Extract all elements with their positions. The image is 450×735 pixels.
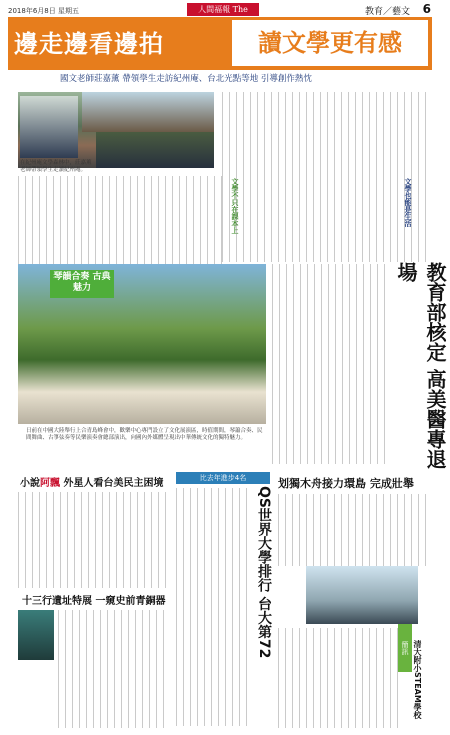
brief-headline: 清大附小STEAM學校 (413, 640, 422, 719)
page-number: 6 (422, 2, 431, 16)
novel-headline-prefix: 小說 (20, 478, 40, 489)
qs-article-body (176, 488, 252, 726)
novel-headline-rest: 外星人看台美民主困境 (63, 478, 164, 489)
headline-right-box (232, 20, 428, 66)
bottom-right-article (278, 628, 398, 728)
right-article-body (272, 264, 390, 464)
issue-date: 2018年6月8日 星期五 (8, 7, 79, 15)
music-photo-tag (50, 270, 114, 298)
article-body-2 (222, 92, 432, 262)
novel-headline (20, 474, 163, 489)
novel-headline-highlight: 阿飄 (40, 478, 60, 489)
bronze-article-body (58, 610, 168, 728)
qs-headline: QS世界大學排行 台大第72 (256, 486, 272, 659)
group-photo (96, 132, 214, 168)
canoe-headline: 划獨木舟接力環島 完成壯舉 (278, 477, 414, 490)
building-photo (82, 92, 214, 132)
brief-tag-text: 簡訊 (401, 641, 409, 655)
bronze-headline: 十三行遺址特展 一窺史前青銅器 (22, 596, 166, 607)
canoe-article-body (278, 494, 430, 566)
right-headline: 教育部核定 高美醫專退場 (394, 262, 447, 469)
teacher-portrait (20, 96, 78, 158)
music-photo-tag-text: 琴韻合奏 古典魅力 (53, 272, 111, 293)
music-photo-caption: 日前在中國大陸舉行上合青島峰會中，歡樂中心專門設立了文化展演區，時值期間，琴簫合奏、民間舞曲、古箏弦奏等民樂演奏會總部演出，向國內外媒體呈現出中華傳統文化的獨特魅力。 (26, 428, 263, 441)
section-name: 教育／藝文 (364, 7, 410, 17)
headline-right: 讀文學更有感 (258, 28, 402, 57)
qs-tag-text: 比去年進步4名 (199, 474, 247, 482)
side-head-literature: 文學不只在課本上 (231, 178, 239, 234)
subheadline: 國文老師莊嘉薰 帶領學生走訪紀州庵、台北光點等地 引導創作熱忱 (60, 74, 312, 84)
novel-article-body (18, 492, 168, 588)
article-body-1 (18, 176, 228, 264)
side-head-students: 文學也能是生活 (404, 178, 412, 227)
bronze-photo (18, 610, 54, 660)
canoe-photo (306, 566, 418, 624)
brief-tag (398, 624, 412, 672)
headline-left: 邊走邊看邊拍 (14, 29, 164, 58)
qs-tag (176, 472, 270, 484)
top-photo-caption: 在紀州庵文學森林中，莊嘉薰老師帶領學生走讀紀州庵。 (20, 160, 92, 173)
newspaper-logo: 人間福報 The (187, 3, 259, 16)
